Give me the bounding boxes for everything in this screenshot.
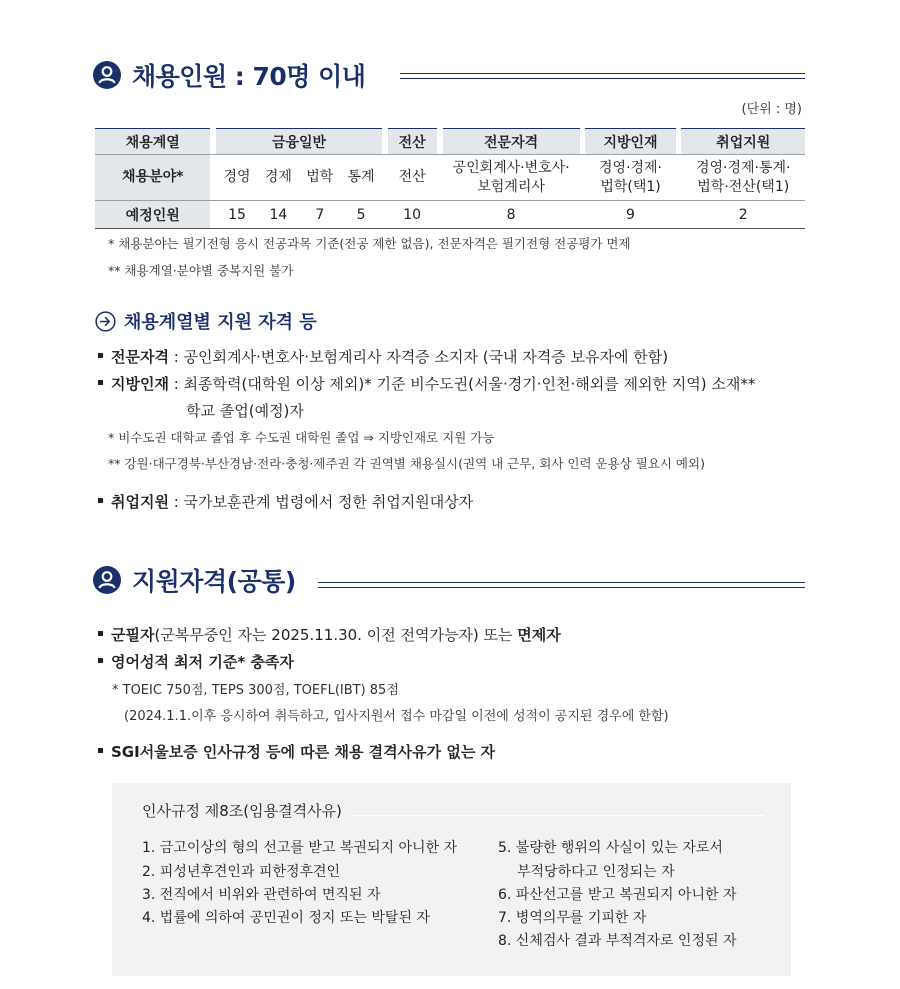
table-note: ** 채용계열·분야별 중복지원 불가 — [108, 263, 294, 278]
bullet-item — [98, 373, 755, 394]
table-header: 채용계열 — [95, 129, 210, 155]
table-header: 전문자격 — [443, 129, 580, 155]
table-cell: 8 — [443, 201, 580, 229]
bullet-item — [98, 741, 495, 762]
rules-item: 4. 법률에 의하여 공민권이 정지 또는 박탈된 자 — [142, 910, 430, 926]
bullet-item — [98, 624, 561, 645]
table-cell — [681, 155, 805, 201]
row-label: 채용분야* — [95, 155, 210, 201]
table-cell: 법학 — [299, 155, 340, 201]
rules-divider — [352, 815, 765, 816]
table-header: 지방인재 — [585, 129, 675, 155]
bullet-label: SGI서울보증 인사규정 등에 따른 채용 결격사유가 없는 자 — [111, 743, 496, 761]
table-cell: 14 — [258, 201, 299, 229]
table-cell: 2 — [681, 201, 805, 229]
bullet-item — [98, 651, 294, 672]
bullet-text: : 국가보훈관계 법령에서 정한 취업지원대상자 — [168, 493, 474, 511]
bullet-label: 전문자격 — [111, 348, 169, 366]
bullet-text: (군복무중인 자는 2025.11.30. 이전 전역가능자) 또는 — [154, 626, 518, 644]
section-title: 채용인원 : 70명 이내 — [132, 62, 366, 91]
section-eligibility-header — [92, 562, 296, 598]
sub-note: * 비수도권 대학교 졸업 후 수도권 대학원 졸업 ⇒ 지방인재로 지원 가능 — [108, 430, 495, 445]
bullet-label: 영어성적 최저 기준* 충족자 — [111, 653, 294, 671]
bullet-label: 군필자 — [111, 626, 155, 644]
title-underline — [318, 582, 805, 588]
english-note: * TOEIC 750점, TEPS 300점, TOEFL(IBT) 85점 — [112, 683, 399, 698]
bullet-text: : 최종학력(대학원 이상 제외)* 기준 비수도권(서울·경기·인천·해외를 제외한 지역) 소재** — [168, 375, 756, 393]
rules-item: 7. 병역의무를 기피한 자 — [498, 910, 647, 926]
section-title: 지원자격(공통) — [132, 567, 296, 596]
cell-line: 공인회계사·변호사· — [452, 159, 570, 176]
cell-line: 경영·경제·통계· — [695, 159, 791, 176]
bullet-label: 지방인재 — [111, 375, 169, 393]
table-cell: 통계 — [340, 155, 381, 201]
table-cell: 경제 — [258, 155, 299, 201]
rules-item: 3. 전직에서 비위와 관련하여 면직된 자 — [142, 887, 381, 903]
bullet-text: : 공인회계사·변호사·보험계리사 자격증 소지자 (국내 자격증 보유자에 한함) — [168, 348, 669, 366]
bullet-icon — [98, 353, 103, 358]
english-note: (2024.1.1.이후 응시하여 취득하고, 입사지원서 접수 마감일 이전에 성적이 공지된 경우에 한함) — [124, 709, 669, 724]
person-icon — [92, 60, 122, 90]
table-cell: 10 — [388, 201, 437, 229]
bullet-icon — [98, 498, 103, 503]
title-underline — [400, 73, 805, 79]
section-recruit-count-header — [92, 57, 365, 93]
bullet-continuation: 학교 졸업(예정)자 — [186, 402, 304, 420]
recruit-table — [95, 128, 805, 229]
table-cell: 5 — [340, 201, 381, 229]
bullet-icon — [98, 658, 103, 663]
rules-item: 8. 신체검사 결과 부적격자로 인정된 자 — [498, 933, 737, 949]
person-icon — [92, 565, 122, 595]
table-cell: 경영 — [216, 155, 257, 201]
cell-line: 법학(택1) — [600, 178, 661, 195]
table-cell — [443, 155, 580, 201]
rules-item: 2. 피성년후견인과 피한정후견인 — [142, 864, 341, 880]
cell-line: 보험계리사 — [477, 178, 545, 195]
subsection-title: 채용계열별 지원 자격 등 — [124, 312, 317, 333]
rules-item: 1. 금고이상의 형의 선고를 받고 복권되지 아니한 자 — [142, 840, 457, 856]
rules-item: 6. 파산선고를 받고 복권되지 아니한 자 — [498, 887, 737, 903]
table-cell: 7 — [299, 201, 340, 229]
rules-box — [112, 783, 791, 976]
row-label: 예정인원 — [95, 201, 210, 229]
unit-label: (단위 : 명) — [741, 102, 802, 117]
subsection-header — [95, 308, 317, 334]
table-header: 전산 — [388, 129, 437, 155]
table-header: 취업지원 — [681, 129, 805, 155]
table-note: * 채용분야는 필기전형 응시 전공과목 기준(전공 제한 없음), 전문자격은 필기전형 전공평가 면제 — [108, 236, 631, 251]
bullet-icon — [98, 631, 103, 636]
bullet-item — [98, 346, 668, 367]
rules-item: 5. 불량한 행위의 사실이 있는 자로서 — [498, 840, 723, 856]
bullet-item — [98, 491, 473, 512]
bullet-label: 취업지원 — [111, 493, 169, 511]
cell-line: 법학·전산(택1) — [697, 178, 790, 195]
sub-note: ** 강원·대구경북·부산경남·전라·충청·제주권 각 권역별 채용실시(권역 내 근무, 회사 인력 운용상 필요시 예외) — [108, 456, 705, 471]
table-cell — [585, 155, 675, 201]
bullet-label: 면제자 — [517, 626, 561, 644]
table-cell: 전산 — [388, 155, 437, 201]
table-header: 금융일반 — [216, 129, 381, 155]
cell-line: 경영·경제· — [599, 159, 663, 176]
rules-item: 부적당하다고 인정되는 자 — [517, 864, 675, 880]
bullet-icon — [98, 748, 103, 753]
table-cell: 15 — [216, 201, 257, 229]
bullet-icon — [98, 380, 103, 385]
arrow-circle-icon — [95, 311, 116, 332]
table-cell: 9 — [585, 201, 675, 229]
rules-title: 인사규정 제8조(임용결격사유) — [142, 802, 342, 820]
